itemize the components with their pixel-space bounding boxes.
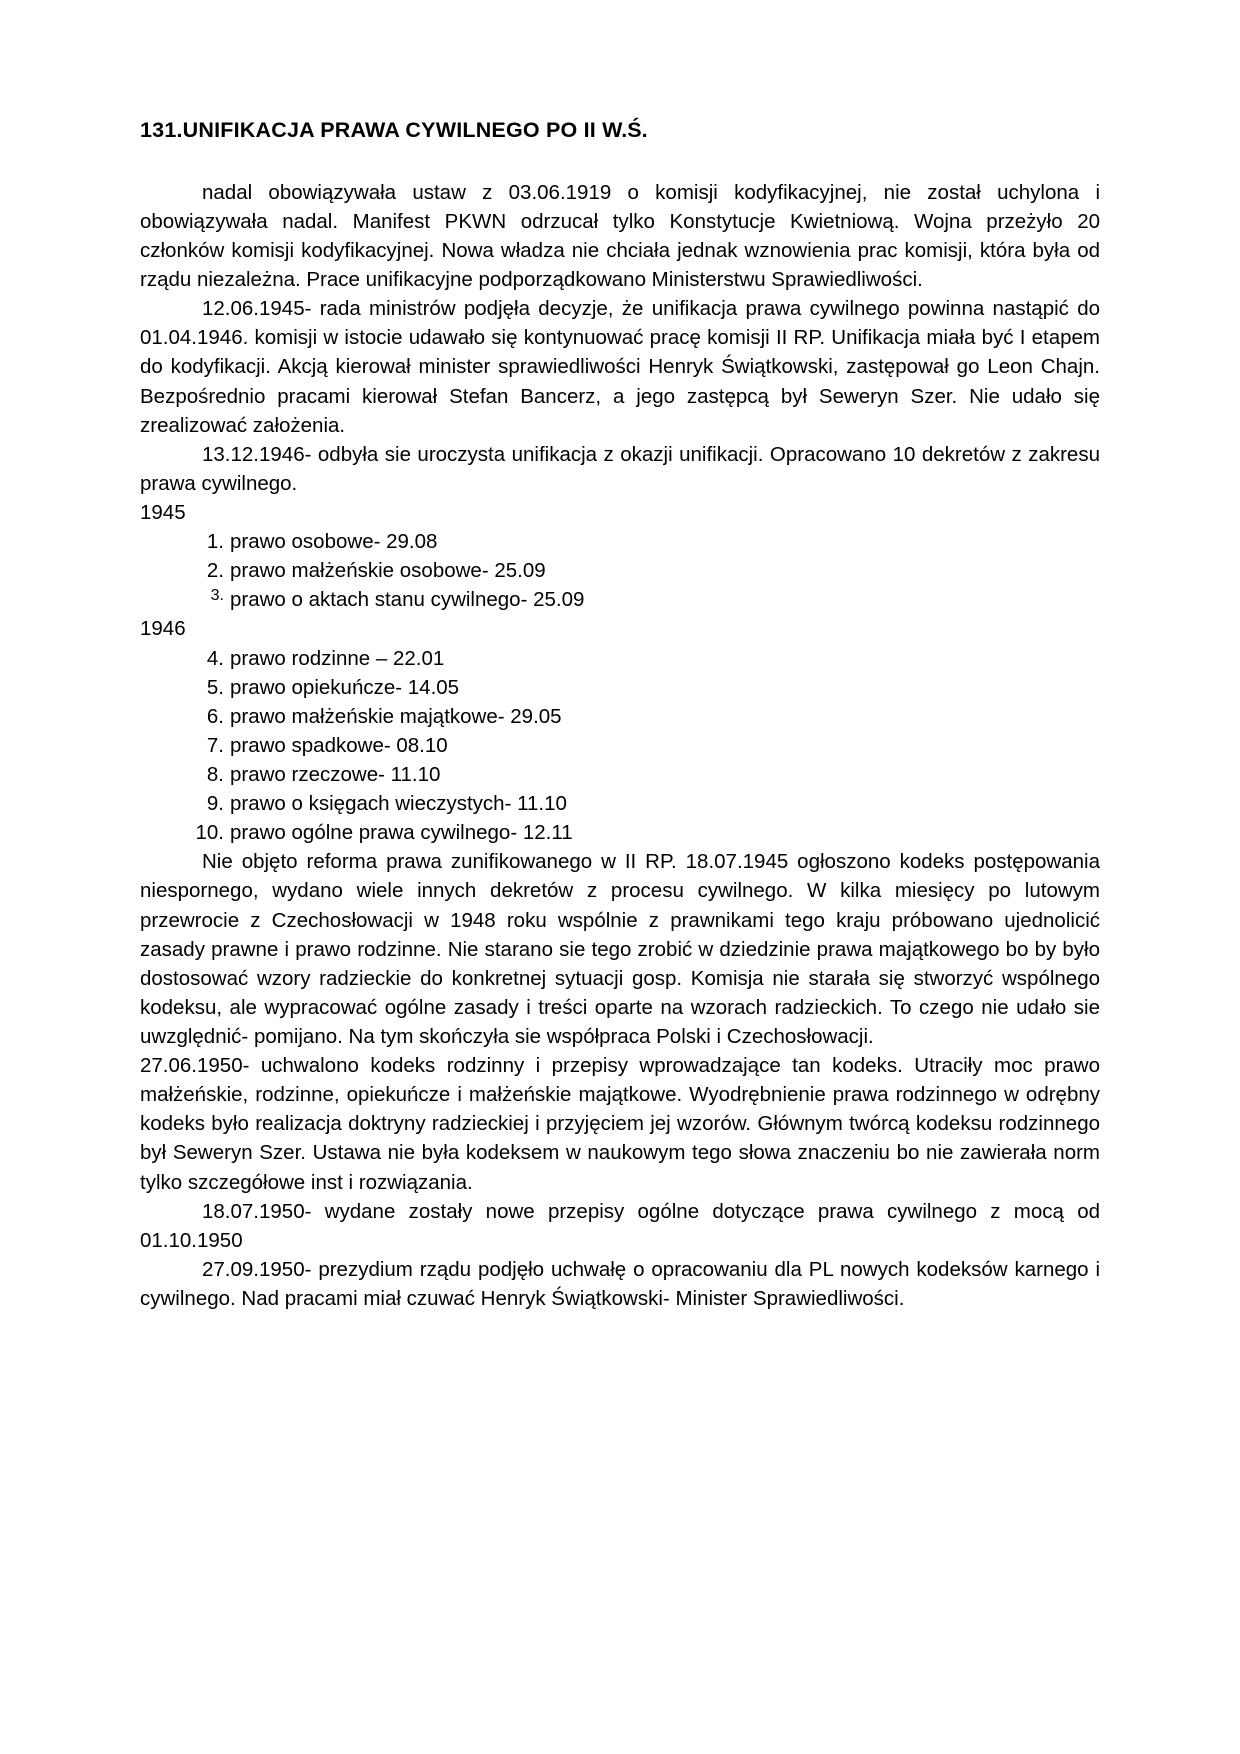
- list-item-label: prawo rodzinne – 22.01: [230, 646, 445, 670]
- list-item-label: prawo opiekuńcze- 14.05: [230, 675, 460, 699]
- list-item-label: prawo ogólne prawa cywilnego- 12.11: [230, 821, 573, 845]
- page-title: [140, 118, 1100, 144]
- list-item-number: 5.: [206, 675, 224, 699]
- list-item-label: prawo osobowe- 29.08: [230, 530, 438, 554]
- paragraph-3: 13.12.1946- odbyła sie uroczysta unifikacja z okazji unifikacji. Opracowano 10 dekretów z zakresu prawa cywilnego.: [140, 442, 1100, 495]
- year-heading-1945: 1945: [140, 501, 186, 524]
- page-title-prefix: 131.UNIFIKACJA PRAWA CYWILNEGO PO II: [140, 118, 603, 142]
- list-item-number: 2.: [206, 559, 224, 583]
- list-item-number: 8.: [206, 762, 224, 786]
- list-item-label: prawo małżeńskie osobowe- 25.09: [230, 559, 546, 583]
- list-item: [140, 789, 1100, 818]
- paragraph-1: nadal obowiązywała ustaw z 03.06.1919 o komisji kodyfikacyjnej, nie został uchylona i obowiązywała nadal. Manifest PKWN odrzucał tylko Konstytucje Kwietniową. Wojna przeżyło 20 członków komisji kodyfikacyjnej. Nowa władza nie chciała jednak wznowienia prac komisji, która była od rządu niezależna. Prace unifikacyjne podporządkowano Ministerstwu Sprawiedliwości.: [140, 180, 1100, 292]
- list-item: [140, 585, 1100, 614]
- page-title-suffix: W.Ś.: [602, 118, 648, 142]
- paragraph-6: 18.07.1950- wydane zostały nowe przepisy ogólne dotyczące prawa cywilnego z mocą od 01.10.1950: [140, 1199, 1100, 1252]
- list-item: [140, 556, 1100, 585]
- list-item-label: prawo rzeczowe- 11.10: [230, 762, 441, 786]
- list-item: [140, 731, 1100, 760]
- list-item-label: prawo o aktach stanu cywilnego- 25.09: [230, 588, 585, 612]
- paragraph-2: 12.06.1945- rada ministrów podjęła decyzje, że unifikacja prawa cywilnego powinna nastąpić do 01.04.1946. komisji w istocie udawało się kontynuować pracę komisji II RP. Unifikacja miała być I etapem do kodyfikacji. Akcją kierował minister sprawiedliwości Henryk Świątkowski, zastępował go Leon Chajn. Bezpośrednio pracami kierował Stefan Bancerz, a jego zastępcą był Seweryn Szer. Nie udało się zrealizować założenia.: [140, 297, 1100, 437]
- list-item: [140, 644, 1100, 673]
- decree-list-1946: [140, 644, 1100, 848]
- list-item-number: 3.: [210, 587, 224, 605]
- decree-list-1945: [140, 527, 1100, 614]
- list-item-number: 4.: [206, 646, 224, 670]
- list-item-number: 7.: [206, 733, 224, 757]
- list-item-number: 10.: [195, 821, 224, 845]
- list-item-number: 6.: [206, 704, 224, 728]
- list-item: [140, 527, 1100, 556]
- list-item: [140, 818, 1100, 847]
- paragraph-5: 27.06.1950- uchwalono kodeks rodzinny i przepisy wprowadzające tan kodeks. Utraciły moc prawo małżeńskie, rodzinne, opiekuńcze i małżeńskie majątkowe. Wyodrębnienie prawa rodzinnego w odrębny kodeks było realizacja doktryny radzieckiej i przyjęciem jej wzorów. Głównym twórcą kodeksu rodzinnego był Seweryn Szer. Ustawa nie była kodeksem w naukowym tego słowa znaczeniu bo nie zawierała norm tylko szczegółowe inst i rozwiązania.: [140, 1054, 1100, 1194]
- list-item: [140, 702, 1100, 731]
- list-item: [140, 673, 1100, 702]
- year-heading-1946: 1946: [140, 617, 186, 641]
- paragraph-7: 27.09.1950- prezydium rządu podjęło uchwałę o opracowaniu dla PL nowych kodeksów karnego i cywilnego. Nad pracami miał czuwać Henryk Świątkowski- Minister Sprawiedliwości.: [140, 1257, 1100, 1310]
- list-item-label: prawo małżeńskie majątkowe- 29.05: [230, 704, 562, 728]
- list-item: [140, 760, 1100, 789]
- paragraph-4: Nie objęto reforma prawa zunifikowanego w II RP. 18.07.1945 ogłoszono kodeks postępowania niespornego, wydano wiele innych dekretów z procesu cywilnego. W kilka miesięcy po lutowym przewrocie z Czechosłowacji w 1948 roku wspólnie z prawnikami tego kraju próbowano ujednolicić zasady prawne i prawo rodzinne. Nie starano sie tego zrobić w dziedzinie prawa majątkowego bo by było dostosować wzory radzieckie do konkretnej sytuacji gosp. Komisja nie starała się stworzyć wspólnego kodeksu, ale wypracować ogólne zasady i treści oparte na wzorach radzieckich. To czego nie udało sie uwzględnić- pomijano. Na tym skończyła sie współpraca Polski i Czechosłowacji.: [140, 850, 1100, 1048]
- list-item-number: 9.: [206, 792, 224, 816]
- list-item-label: prawo o księgach wieczystych- 11.10: [230, 792, 567, 816]
- list-item-label: prawo spadkowe- 08.10: [230, 733, 448, 757]
- list-item-number: 1.: [206, 530, 224, 554]
